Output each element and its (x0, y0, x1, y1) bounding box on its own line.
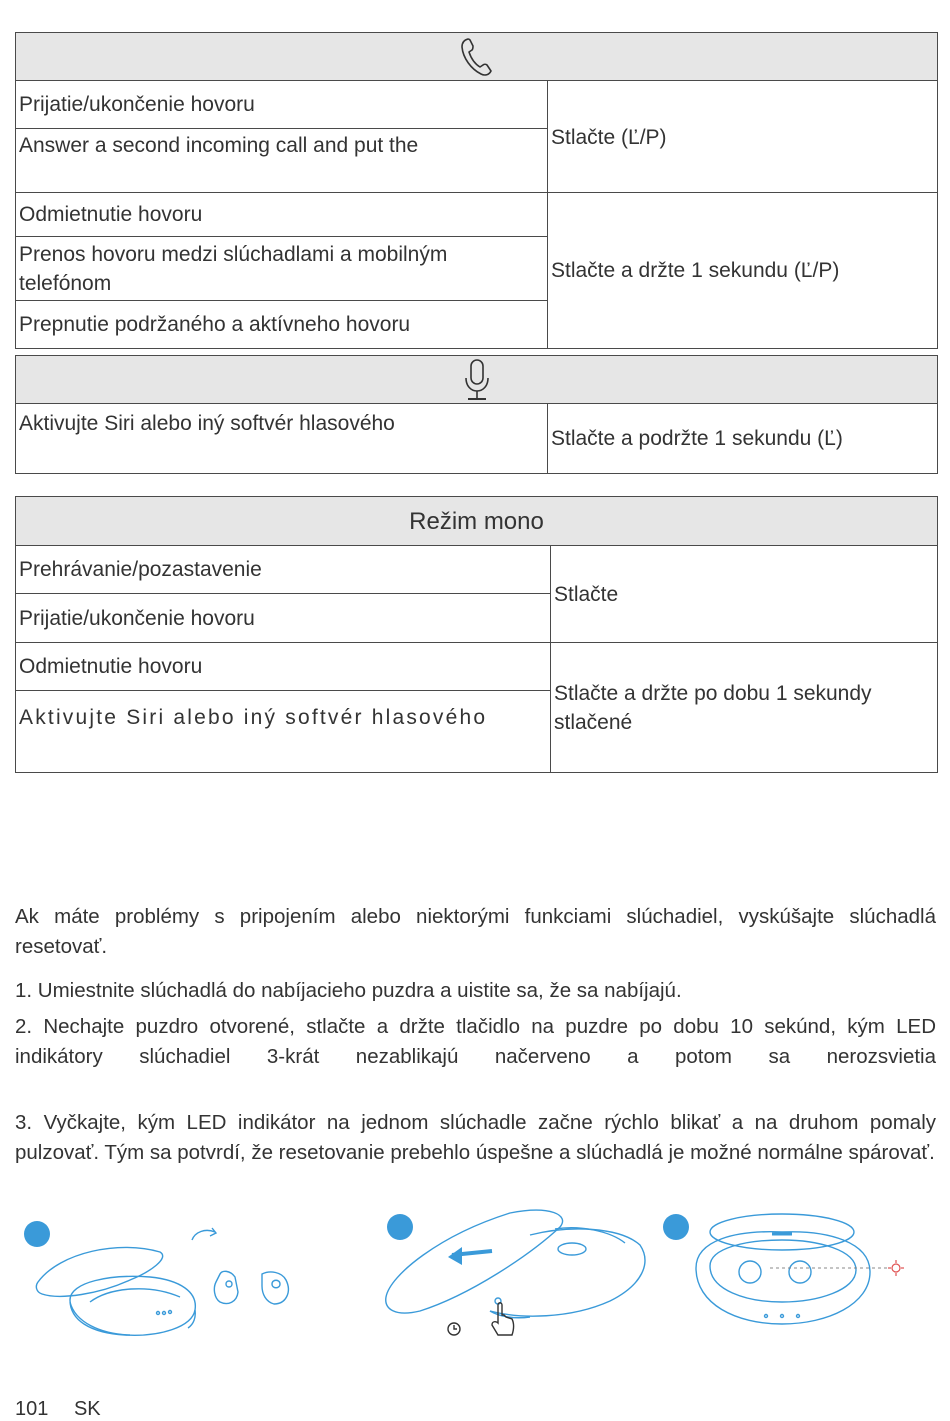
reset-intro: Ak máte problémy s pripojením alebo niektorými funkciami slúchadiel, vyskúšajte slúchadlá resetovať. (15, 905, 936, 958)
mono-row-label: Aktivujte Siri alebo iný softvér hlasového (16, 691, 551, 773)
mono-row-label: Prehrávanie/pozastavenie (16, 546, 551, 594)
mono-row-label: Prijatie/ukončenie hovoru (16, 594, 551, 643)
case-button-press-icon (380, 1205, 655, 1345)
mono-table (15, 496, 938, 773)
language-code: SK (73, 1398, 101, 1420)
reset-step-1: 1. Umiestnite slúchadlá do nabíjacieho puzdra a uistite sa, že sa nabíjajú. (15, 979, 682, 1002)
calls-action: Stlačte (Ľ/P) (548, 81, 938, 193)
calls-row-label: Answer a second incoming call and put the (16, 129, 548, 193)
calls-row-label: Odmietnutie hovoru (16, 193, 548, 237)
page-footer (15, 1398, 121, 1421)
microphone-icon (463, 358, 491, 402)
calls-row-label: Prijatie/ukončenie hovoru (16, 81, 548, 129)
mono-row-label: Odmietnutie hovoru (16, 643, 551, 691)
mono-action: Stlačte (551, 546, 938, 643)
calls-row-label: Prenos hovoru medzi slúchadlami a mobilným telefónom (16, 237, 548, 301)
reset-step-3: 3. Vyčkajte, kým LED indikátor na jednom slúchadle začne rýchlo blikať a na druhom pomaly pulzovať. Tým sa potvrdí, že resetovanie prebehlo úspešne a slúchadlá je možné normálne spárovať. (15, 1111, 936, 1164)
case-led-icon (688, 1210, 913, 1332)
calls-table (15, 32, 938, 349)
voice-table (15, 355, 938, 474)
page-number: 101 (15, 1398, 49, 1420)
step-marker-3 (663, 1214, 689, 1240)
voice-action: Stlačte a podržte 1 sekundu (Ľ) (548, 404, 938, 474)
mono-title: Režim mono (16, 497, 938, 546)
calls-action: Stlačte a držte 1 sekundu (Ľ/P) (548, 193, 938, 349)
reset-step-2: 2. Nechajte puzdro otvorené, stlačte a držte tlačidlo na puzdre po dobu 10 sekúnd, kým LED indikátory slúchadiel 3-krát nezablikajú načerveno a potom sa nerozsvietia (15, 1015, 936, 1068)
mono-action: Stlačte a držte po dobu 1 sekundy stlačené (551, 643, 938, 773)
calls-header (16, 33, 938, 81)
voice-row-label: Aktivujte Siri alebo iný softvér hlasového (16, 404, 548, 474)
phone-icon (459, 36, 495, 78)
calls-row-label: Prepnutie podržaného a aktívneho hovoru (16, 301, 548, 349)
voice-header (16, 356, 938, 404)
earbud-case-open-icon (30, 1222, 310, 1347)
